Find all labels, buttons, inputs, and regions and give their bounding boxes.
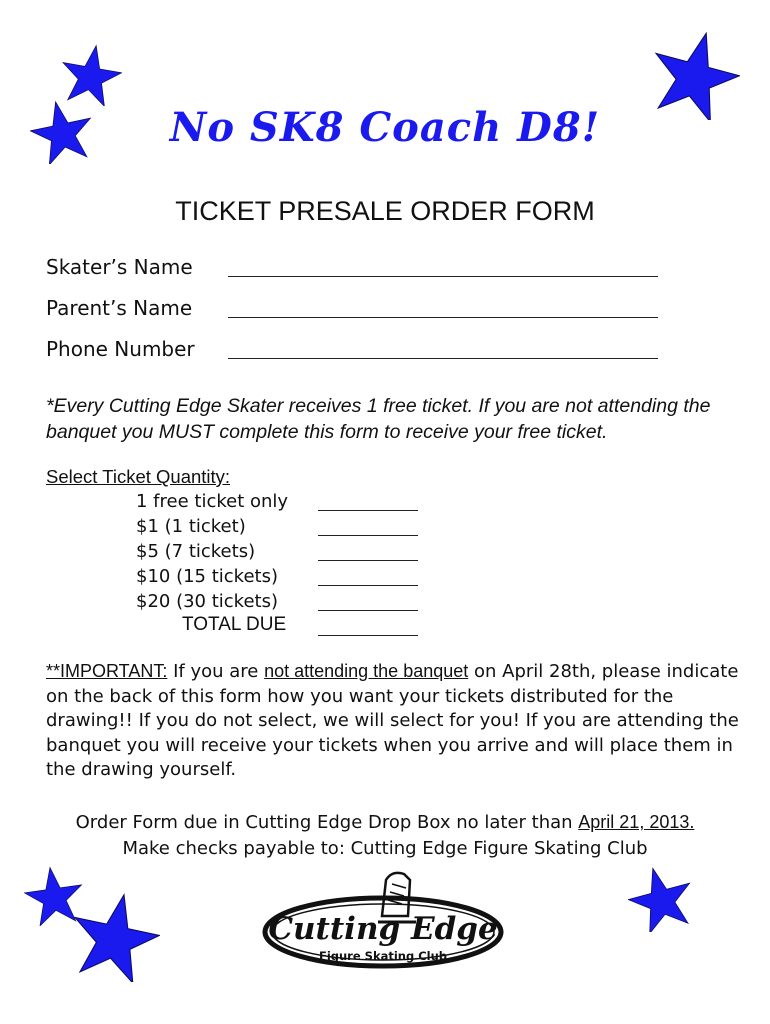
skater-name-label: Skater’s Name xyxy=(46,255,193,279)
due-notice xyxy=(0,809,770,862)
phone-number-field[interactable] xyxy=(228,358,658,359)
quantity-option-field[interactable] xyxy=(318,535,418,536)
logo-sub-text: Figure Skating Club xyxy=(318,949,448,963)
total-due-field[interactable] xyxy=(318,635,418,636)
quantity-option-field[interactable] xyxy=(318,610,418,611)
important-prefix: **IMPORTANT: xyxy=(46,661,168,681)
parent-name-label: Parent’s Name xyxy=(46,296,193,320)
quantity-option-field[interactable] xyxy=(318,510,418,511)
important-emphasis: not attending the banquet xyxy=(264,661,469,681)
free-ticket-note: *Every Cutting Edge Skater receives 1 free ticket. If you are not attending the banquet you MUST complete this form to receive your free ticket. xyxy=(46,395,711,443)
important-text-part1: If you are xyxy=(167,661,265,682)
quantity-option-field[interactable] xyxy=(318,585,418,586)
total-due-label: TOTAL DUE xyxy=(182,614,287,635)
due-line-1 xyxy=(0,809,770,836)
due-line-prefix: Order Form due in Cutting Edge Drop Box no later than xyxy=(75,812,579,833)
important-text-part2: on April 28th, please indicate on the back of this form how you want your tickets distributed for the drawing!! If you do not select, we will select for you! If you are attending the banquet you will receive your tickets when you arrive and will place them in the drawing yourself. xyxy=(46,661,739,781)
form-subtitle: TICKET PRESALE ORDER FORM xyxy=(175,196,595,226)
parent-name-field[interactable] xyxy=(228,317,658,318)
logo-main-text: Cutting Edge xyxy=(268,911,498,947)
star-icon xyxy=(628,866,694,932)
ticket-quantity-heading: Select Ticket Quantity: xyxy=(46,466,231,487)
star-icon xyxy=(70,892,160,982)
cutting-edge-logo xyxy=(258,866,508,972)
due-date: April 21, 2013. xyxy=(578,812,695,832)
star-icon xyxy=(60,44,122,106)
quantity-option-label: 1 free ticket only xyxy=(136,491,289,512)
important-notice xyxy=(46,659,746,783)
phone-number-label: Phone Number xyxy=(46,337,195,361)
quantity-option-label: $1 (1 ticket) xyxy=(136,516,246,537)
quantity-option-label: $20 (30 tickets) xyxy=(136,591,278,612)
quantity-option-label: $10 (15 tickets) xyxy=(136,566,278,587)
skater-name-field[interactable] xyxy=(228,276,658,277)
quantity-option-label: $5 (7 tickets) xyxy=(136,541,256,562)
due-line-2: Make checks payable to: Cutting Edge Figure Skating Club xyxy=(122,838,648,859)
page-title: No SK8 Coach D8! xyxy=(169,104,601,151)
quantity-option-field[interactable] xyxy=(318,560,418,561)
